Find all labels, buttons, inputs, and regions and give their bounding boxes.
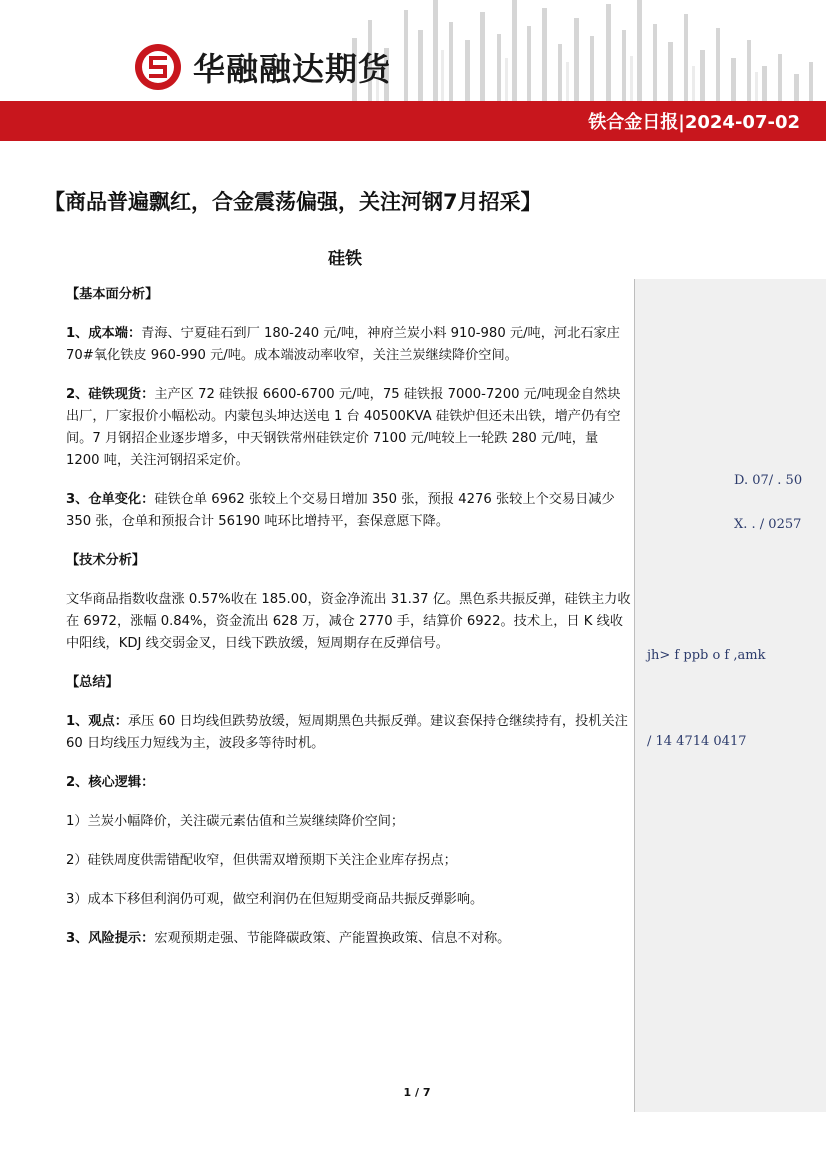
view-text: 承压 60 日均线但跌势放缓，短周期黑色共振反弹。建议套保持仓继续持有，投机关注 60 日均线压力短线为主，波段多等待时机。 (66, 714, 628, 751)
view-separator: ： (114, 714, 128, 729)
fundamentals-item-warehouse (66, 489, 632, 533)
sidebar-line-3: jh> f ppb o f ,amk (647, 648, 766, 663)
item-label: 2、硅铁现货 (66, 387, 142, 402)
sidebar-line-4: / 14 4714 0417 (647, 734, 747, 749)
view-label: 1、观点 (66, 714, 115, 729)
logic-separator: ： (141, 775, 155, 790)
summary-risk (66, 928, 632, 950)
report-header (0, 0, 826, 142)
technical-text: 文华商品指数收盘涨 0.57%收在 185.00，资金净流出 31.37 亿。黑色系共振反弹，硅铁主力收在 6972，涨幅 0.84%，资金流出 628 万，减仓 2770 手，结算价 6922。技术上，日 K 线收中阳线，KDJ 线交弱金叉，日线下跌放缓，短周期存在反弹信号。 (66, 592, 631, 651)
report-title-date: 铁合金日报|2024-07-02 (588, 112, 800, 133)
summary-logic-heading (66, 772, 632, 794)
headline: 【商品普遍飘红，合金震荡偏强，关注河钢7月招采】 (44, 190, 542, 214)
section-title: 硅铁 (328, 249, 362, 269)
fundamentals-item-spot (66, 384, 632, 472)
risk-separator: ： (141, 931, 155, 946)
risk-text: 宏观预期走强、节能降碳政策、产能置换政策、信息不对称。 (154, 931, 511, 946)
sidebar-panel (634, 279, 826, 1112)
item-separator: ： (141, 492, 155, 507)
logic-item: 2）硅铁周度供需错配收窄，但供需双增预期下关注企业库存拐点； (66, 853, 457, 868)
company-logo (133, 42, 391, 92)
company-name: 华融融达期货 (193, 50, 392, 88)
risk-label: 3、风险提示 (66, 931, 142, 946)
sidebar-line-1: D. 07/ . 50 (734, 473, 803, 488)
item-text: 主产区 72 硅铁报 6600-6700 元/吨，75 硅铁报 7000-7200 元/吨现金自然块出厂，厂家报价小幅松动。内蒙包头坤达送电 1 台 40500KVA 硅铁炉但还未出铁，增产仍有空间。7 月钢招企业逐步增多，中天钢铁常州硅铁定价 7100 元/吨较上一轮跌 280 元/吨，量 1200 吨，关注河钢招采定价。 (66, 387, 621, 468)
report-body (66, 284, 632, 967)
item-separator: ： (127, 326, 142, 341)
summary-heading: 【总结】 (66, 675, 119, 690)
item-label: 3、仓单变化 (66, 492, 142, 507)
item-label: 1、成本端 (66, 326, 128, 341)
technical-heading: 【技术分析】 (66, 553, 146, 568)
fundamentals-item-cost (66, 323, 632, 367)
page-number: 1 / 7 (403, 1086, 431, 1099)
logic-label: 2、核心逻辑 (66, 775, 142, 790)
summary-view (66, 711, 632, 755)
logic-item: 3）成本下移但利润仍可观，做空利润仍在但短期受商品共振反弹影响。 (66, 892, 484, 907)
item-text: 青海、宁夏硅石到厂 180-240 元/吨，神府兰炭小料 910-980 元/吨，河北石家庄 70#氧化铁皮 960-990 元/吨。成本端波动率收窄，关注兰炭继续降价空间。 (66, 326, 620, 363)
item-separator: ： (141, 387, 155, 402)
logic-item: 1）兰炭小幅降价，关注碳元素估值和兰炭继续降价空间； (66, 814, 405, 829)
sidebar-line-2: X. . / 0257 (734, 517, 802, 532)
company-logo-icon (133, 42, 183, 92)
fundamentals-heading: 【基本面分析】 (66, 287, 159, 302)
item-text: 硅铁仓单 6962 张较上个交易日增加 350 张，预报 4276 张较上个交易日减少 350 张，仓单和预报合计 56190 吨环比增持平，套保意愿下降。 (66, 492, 615, 529)
